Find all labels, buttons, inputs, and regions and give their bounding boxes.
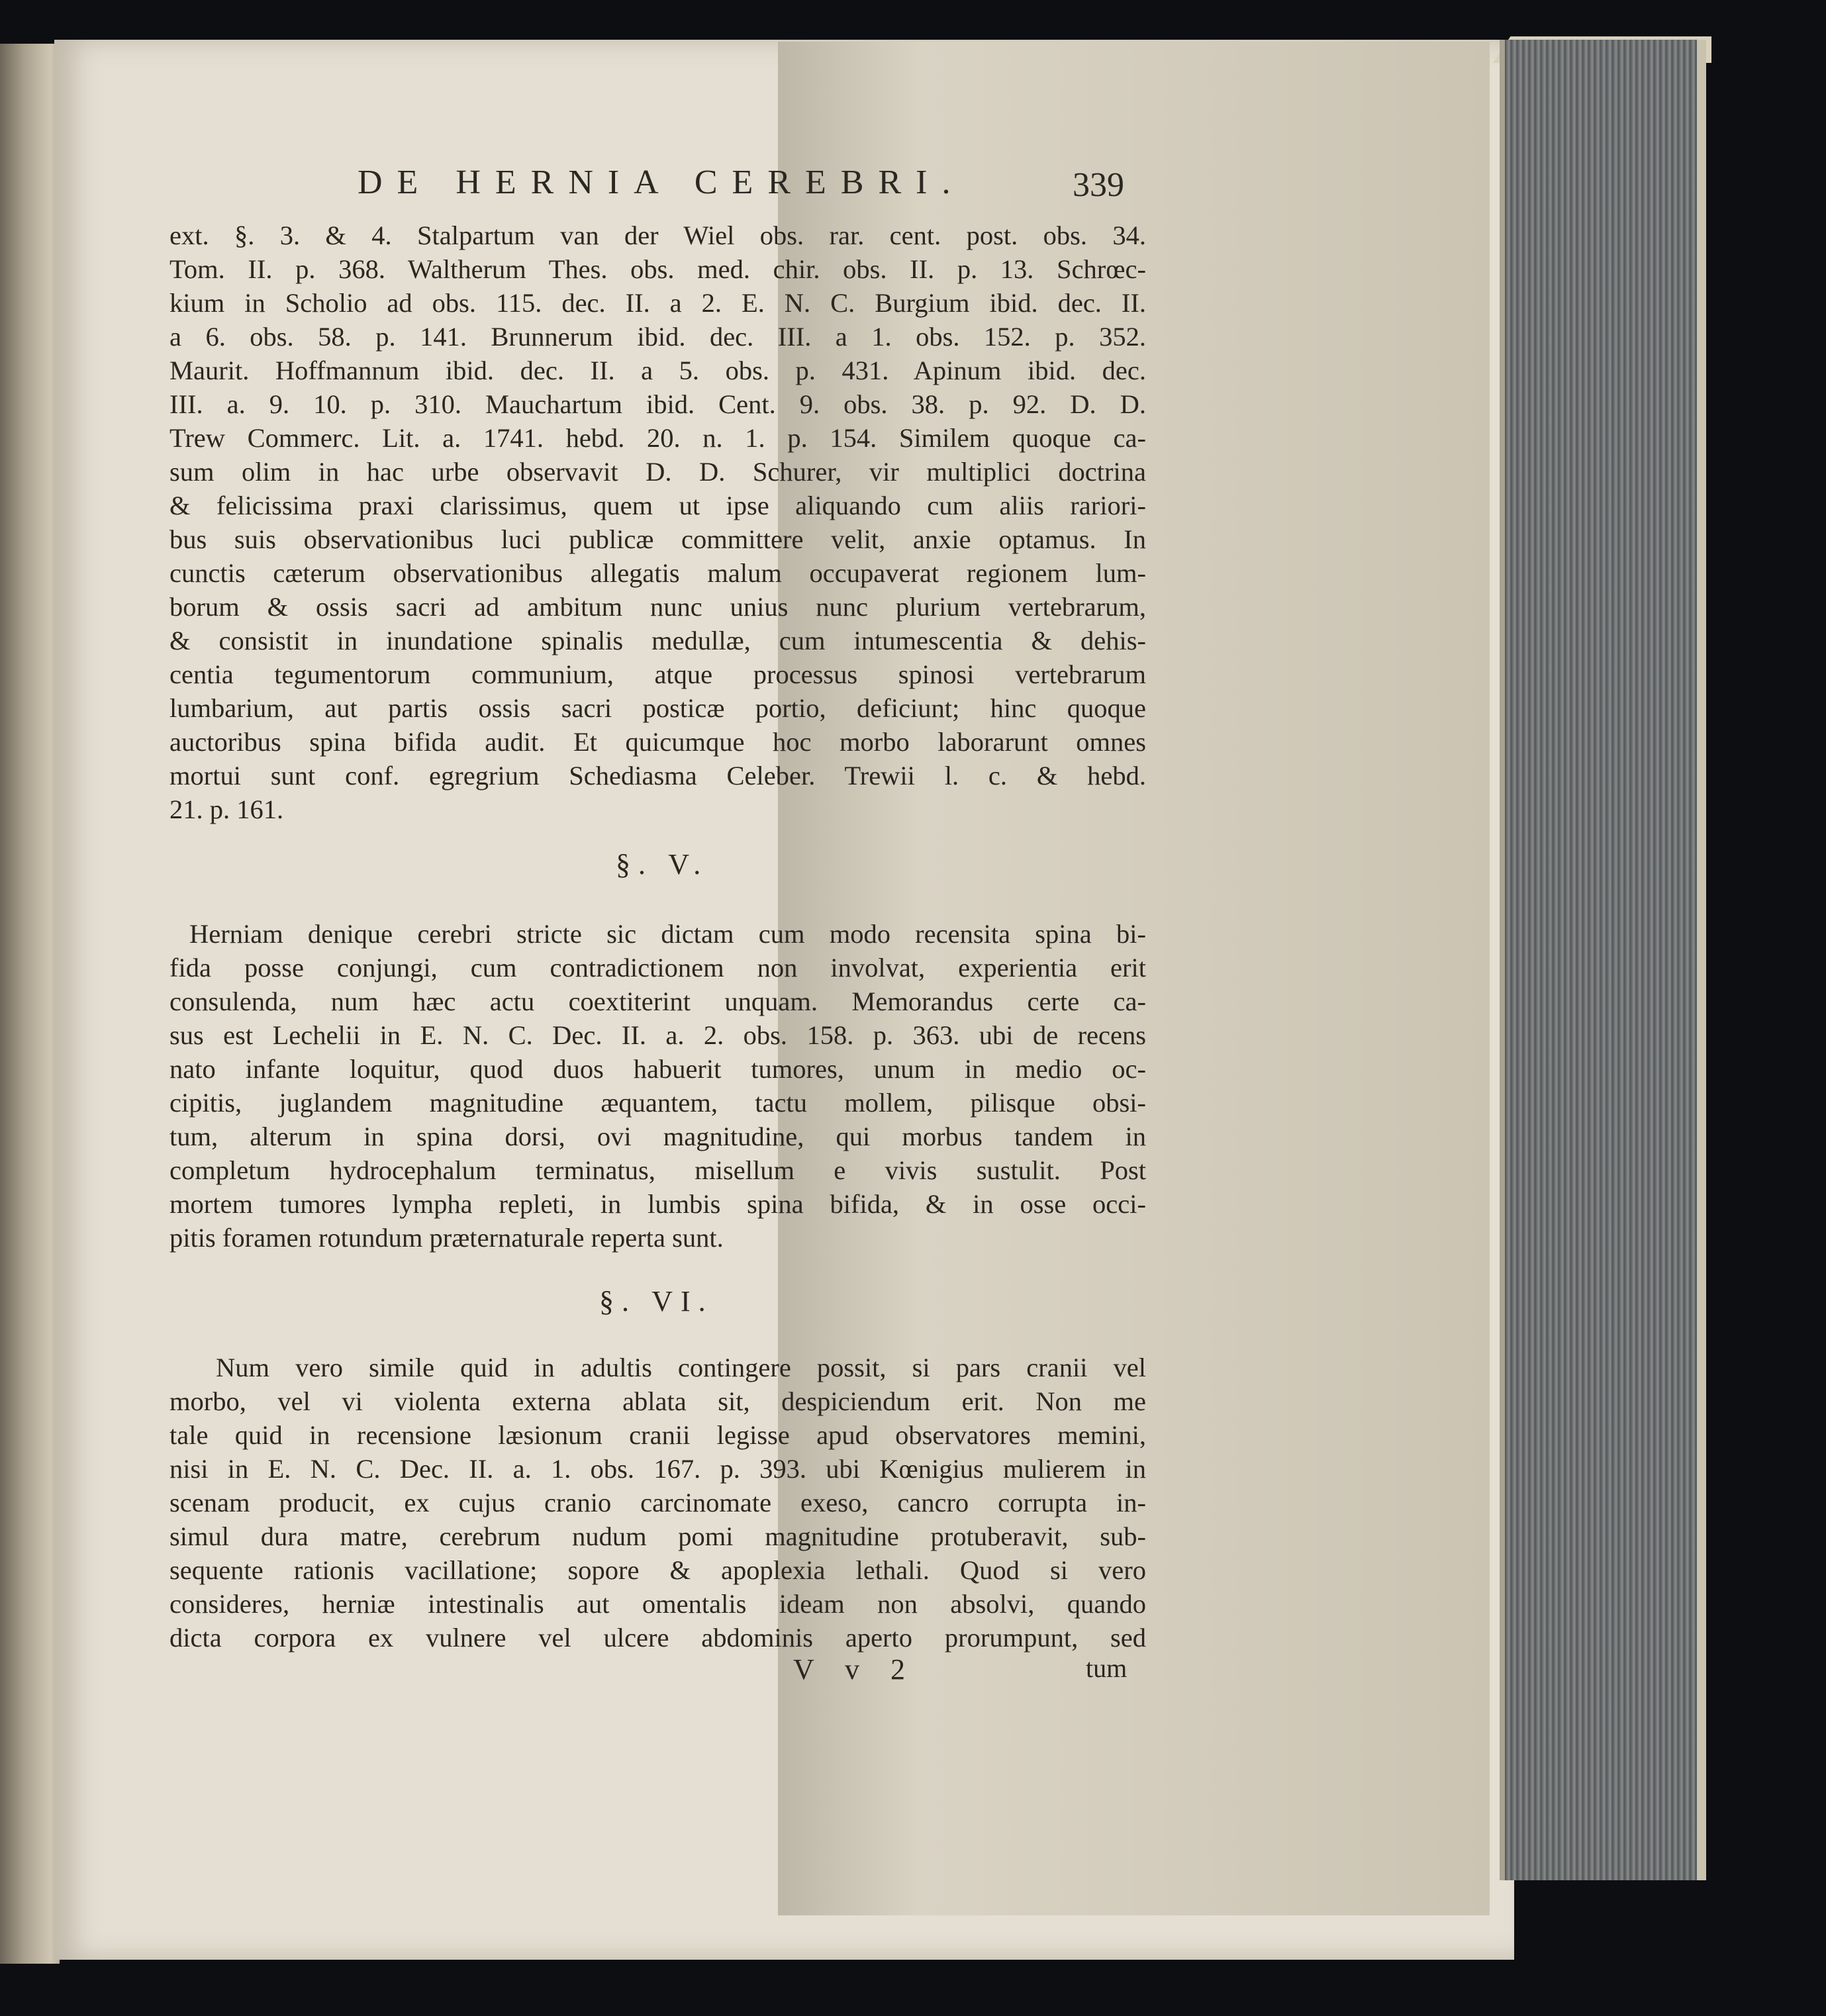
paragraph-section-vi xyxy=(169,1351,1146,1655)
text-line: tum, alterum in spina dorsi, ovi magnitudine, qui morbus tandem in xyxy=(169,1122,1146,1151)
text-line: sus est Lechelii in E. N. C. Dec. II. a. 2. obs. 158. p. 363. ubi de recens xyxy=(169,1020,1146,1050)
paragraph-1 xyxy=(169,218,1146,826)
text-line: Herniam denique cerebri stricte sic dictam cum modo recensita spina bi- xyxy=(189,919,1146,949)
text-line: Trew Commerc. Lit. a. 1741. hebd. 20. n. 1. p. 154. Similem quoque ca- xyxy=(169,423,1146,453)
text-line: completum hydrocephalum terminatus, misellum e vivis sustulit. Post xyxy=(169,1155,1146,1185)
section-heading-v: §. V. xyxy=(616,848,709,881)
text-line: simul dura matre, cerebrum nudum pomi magnitudine protuberavit, sub- xyxy=(169,1521,1146,1551)
text-line: nato infante loquitur, quod duos habuerit tumores, unum in medio oc- xyxy=(169,1054,1146,1084)
text-line: morbo, vel vi violenta externa ablata sit, despiciendum erit. Non me xyxy=(169,1386,1146,1416)
section-heading-vi: §. VI. xyxy=(599,1285,714,1318)
left-page-edge xyxy=(0,44,60,1964)
text-line: kium in Scholio ad obs. 115. dec. II. a 2. E. N. C. Burgium ibid. dec. II. xyxy=(169,288,1146,318)
text-line: fida posse conjungi, cum contradictionem non involvat, experientia erit xyxy=(169,953,1146,983)
text-line: scenam producit, ex cujus cranio carcinomate exeso, cancro corrupta in- xyxy=(169,1488,1146,1517)
page-number: 339 xyxy=(1073,166,1124,204)
text-line: bus suis observationibus luci publicæ committere velit, anxie optamus. In xyxy=(169,524,1146,554)
text-line: a 6. obs. 58. p. 141. Brunnerum ibid. dec. III. a 1. obs. 152. p. 352. xyxy=(169,322,1146,352)
text-line: centia tegumentorum communium, atque processus spinosi vertebrarum xyxy=(169,659,1146,689)
text-line: & felicissima praxi clarissimus, quem ut ipse aliquando cum aliis rariori- xyxy=(169,491,1146,520)
text-line: cunctis cæterum observationibus allegatis malum occupaverat regionem lum- xyxy=(169,558,1146,588)
running-header: DE HERNIA CEREBRI. xyxy=(358,164,965,201)
text-line: Num vero simile quid in adultis contingere possit, si pars cranii vel xyxy=(216,1353,1146,1382)
text-line: lumbarium, aut partis ossis sacri posticæ portio, deficiunt; hinc quoque xyxy=(169,693,1146,723)
text-line: Tom. II. p. 368. Waltherum Thes. obs. med. chir. obs. II. p. 13. Schrœc- xyxy=(169,254,1146,284)
text-line: borum & ossis sacri ad ambitum nunc unius nunc plurium vertebrarum, xyxy=(169,592,1146,622)
text-line: auctoribus spina bifida audit. Et quicumque hoc morbo laborarunt omnes xyxy=(169,727,1146,757)
text-line: pitis foramen rotundum præternaturale reperta sunt. xyxy=(169,1223,724,1253)
text-line: ext. §. 3. & 4. Stalpartum van der Wiel obs. rar. cent. post. obs. 34. xyxy=(169,220,1146,250)
catchword: tum xyxy=(1086,1653,1128,1683)
text-line: dicta corpora ex vulnere vel ulcere abdominis aperto prorumpunt, sed xyxy=(169,1623,1146,1653)
text-line: sequente rationis vacillatione; sopore & apoplexia lethali. Quod si vero xyxy=(169,1555,1146,1585)
text-line: III. a. 9. 10. p. 310. Mauchartum ibid. Cent. 9. obs. 38. p. 92. D. D. xyxy=(169,389,1146,419)
signature-mark: V v 2 xyxy=(793,1653,917,1686)
text-line: sum olim in hac urbe observavit D. D. Schurer, vir multiplici doctrina xyxy=(169,457,1146,487)
text-line: consulenda, num hæc actu coextiterint unquam. Memorandus certe ca- xyxy=(169,986,1146,1016)
text-line: mortem tumores lympha repleti, in lumbis spina bifida, & in osse occi- xyxy=(169,1189,1146,1219)
book-fore-edge xyxy=(1500,40,1706,1880)
text-line: tale quid in recensione læsionum cranii legisse apud observatores memini, xyxy=(169,1420,1146,1450)
text-line: cipitis, juglandem magnitudine æquantem, tactu mollem, pilisque obsi- xyxy=(169,1088,1146,1118)
text-line: mortui sunt conf. egregrium Schediasma Celeber. Trewii l. c. & hebd. xyxy=(169,761,1146,791)
text-line: nisi in E. N. C. Dec. II. a. 1. obs. 167. p. 393. ubi Kœnigius mulierem in xyxy=(169,1454,1146,1484)
text-line: Maurit. Hoffmannum ibid. dec. II. a 5. obs. p. 431. Apinum ibid. dec. xyxy=(169,356,1146,385)
text-line: 21. p. 161. xyxy=(169,794,284,824)
paragraph-section-v xyxy=(169,917,1146,1255)
text-line: consideres, herniæ intestinalis aut omentalis ideam non absolvi, quando xyxy=(169,1589,1146,1619)
text-line: & consistit in inundatione spinalis medullæ, cum intumescentia & dehis- xyxy=(169,626,1146,655)
